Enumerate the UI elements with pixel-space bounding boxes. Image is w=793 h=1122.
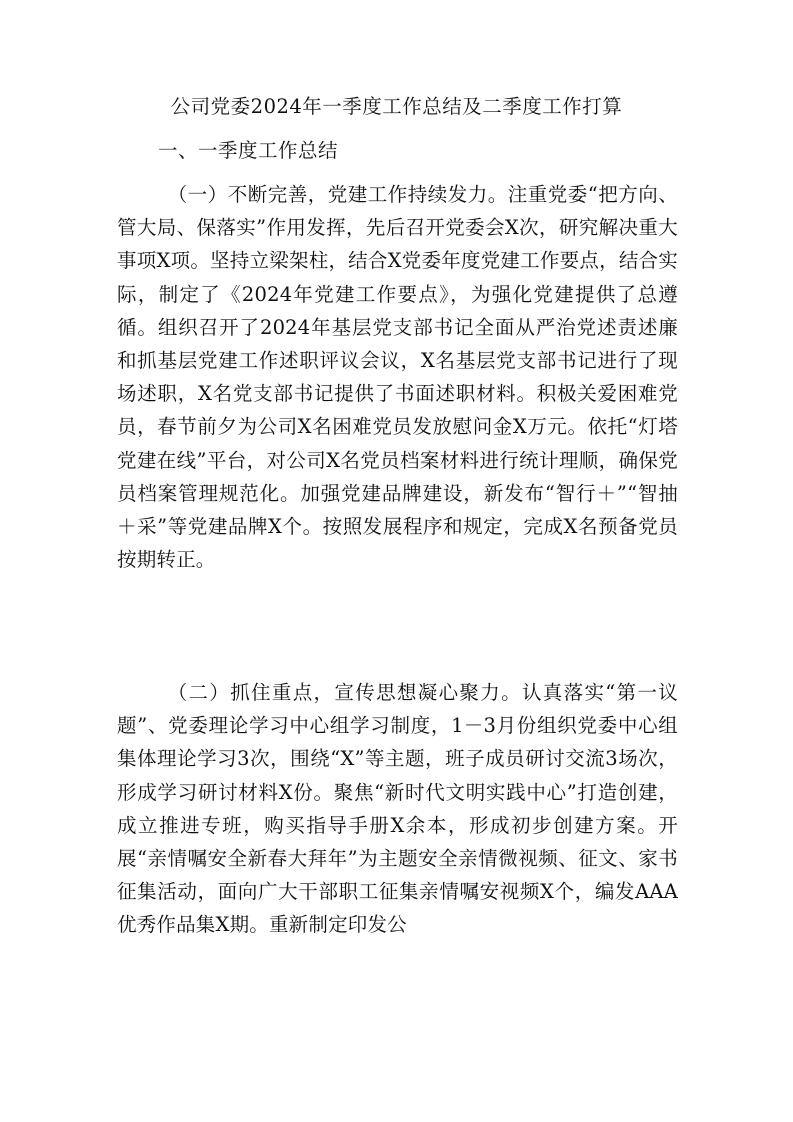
paragraph-1: （一）不断完善，党建工作持续发力。注重党委“把方向、管大局、保落实”作用发挥，先后召开党委会X次，研究解决重大事项X项。坚持立梁架柱，结合X党委年度党建工作要点，结合实际，制定了《2024年党建工作要点》，为强化党建提供了总遵循。组织召开了2024年基层党支部书记全面从严治党述责述廉和抓基层党建工作述职评议会议，X名基层党支部书记进行了现场述职，X名党支部书记提供了书面述职材料。积极关爱困难党员，春节前夕为公司X名困难党员发放慰问金X万元。依托“灯塔党建在线”平台，对公司X名党员档案材料进行统计理顺，确保党员档案管理规范化。加强党建品牌建设，新发布“智行＋”“智抽＋采”等党建品牌X个。按照发展程序和规定，完成X名预备党员按期转正。 — [117, 183, 678, 572]
document-title: 公司党委2024年一季度工作总结及二季度工作打算 — [170, 95, 623, 118]
paragraph-2: （二）抓住重点，宣传思想凝心聚力。认真落实“第一议题”、党委理论学习中心组学习制度，1－3月份组织党委中心组集体理论学习3次，围绕“X”等主题，班子成员研讨交流3场次，形成学习研讨材料X份。聚焦“新时代文明实践中心”打造创建，成立推进专班，购买指导手册X余本，形成初步创建方案。开展“亲情嘱安全新春大拜年”为主题安全亲情微视频、征文、家书征集活动，面向广大干部职工征集亲情嘱安视频X个，编发AAA优秀作品集X期。重新制定印发公 — [117, 681, 678, 937]
section-heading: 一、一季度工作总结 — [158, 139, 339, 162]
